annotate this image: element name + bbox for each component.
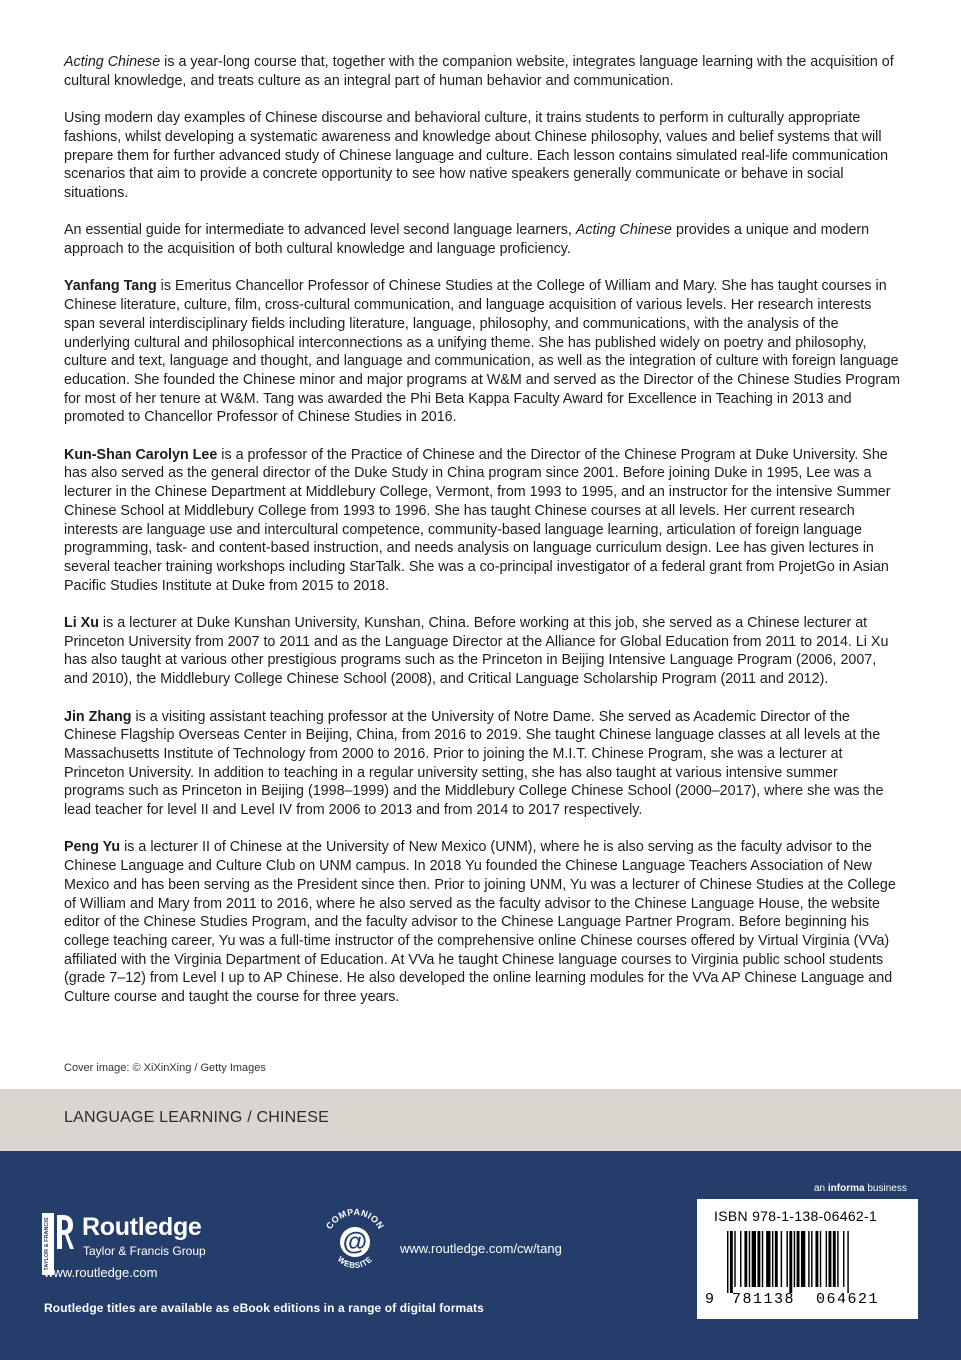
isbn-digit-first: 9 [705, 1291, 715, 1308]
barcode-bar [837, 1231, 838, 1287]
back-cover-text [64, 53, 900, 1025]
barcode-bar [811, 1231, 812, 1287]
logo-vertical-text: TAYLOR & FRANCIS [44, 1217, 50, 1271]
barcode-bar [808, 1231, 809, 1287]
author-bio-zhang: Jin Zhang is a visiting assistant teaching professor at the University of Notre Dame. She served as Academic Director of the Chinese Flagship Overseas Center in Beijing, China, from 2016 to 2019. She taught Chinese language classes at all levels at the Massachusetts Institute of Technology from 2000 to 2016. Prior to joining the M.I.T. Chinese Program, she was a lecturer at Princeton University. In addition to teaching in a regular university setting, she has also taught at various intensive summer programs such as Princeton in Beijing (1998–1999) and the Middlebury College Chinese School (2000–2017), where she was the lead teacher for level II and Level IV from 2006 to 2013 and from 2014 to 2017 respectively. [64, 708, 884, 819]
ebook-availability-note: Routledge titles are available as eBook editions in a range of digital formats [44, 1301, 484, 1315]
barcode-bar [820, 1231, 821, 1287]
author-bio-yu: Peng Yu is a lecturer II of Chinese at the University of New Mexico (UNM), where he is also serving as the faculty advisor to the Chinese Language and Culture Club on UNM campus. In 2018 Yu founded the Chinese Language Teachers Association of New Mexico and has been serving as the President since then. Prior to joining UNM, Yu was a lecturer of Chinese Studies at the College of William and Mary from 2011 to 2016, where he also served as the faculty advisor to the Chinese Language House, the website editor of the Chinese Studies Program, and the faculty advisor to the Chinese Language Partner Program. Before beginning his college teaching career, Yu was a full-time instructor of the comprehensive online Chinese courses offered by Virtual Virginia (VVa) affiliated with the Virginia Department of Education. At VVa he taught Chinese language courses to Virginia public school students (grade 7–12) from Level I up to AP Chinese. He also developed the online learning modules for the VVa AP Chinese Language and Culture course and taught the course for three years. [64, 839, 896, 1006]
publisher-group: Taylor & Francis Group [83, 1244, 206, 1258]
barcode-icon [727, 1231, 907, 1293]
author-name: Peng Yu [64, 839, 121, 856]
author-bio-lee: Kun-Shan Carolyn Lee is a professor of the Practice of Chinese and the Director of the Chinese Program at Duke University. She has also served as the general director of the Duke Study in China program since 2001. Before joining Duke in 1995, Lee was a lecturer in the Chinese Department at Middlebury College, Vermont, from 1993 to 1995, and an instructor for the intensive Summer Chinese School at Middlebury College from 1993 to 1996. She has taught Chinese courses at all levels. Her current research interests are language use and intercultural competence, community-based language learning, articulation of foreign language programming, task- and content-based instruction, and needs analysis on language curriculum design. Lee has given lectures in several teacher training workshops including StarTalk. She was a co-principal investigator of a federal grant from ProjetGo in Asian Pacific Studies Institute at Duke from 2015 to 2018. [64, 446, 891, 594]
informa-business-tag: an informa business [814, 1183, 907, 1194]
barcode-bar [794, 1231, 795, 1287]
publisher-name: Routledge [82, 1213, 202, 1241]
companion-word-bottom: WEBSITE [335, 1254, 375, 1271]
barcode-bar [786, 1231, 787, 1287]
isbn-barcode-box [697, 1199, 918, 1319]
barcode-bar [772, 1231, 773, 1287]
book-title: Acting Chinese [575, 222, 673, 239]
barcode-bar [833, 1231, 836, 1287]
barcode-bar [826, 1231, 827, 1287]
companion-website-badge-icon [318, 1205, 392, 1284]
svg-text:@: @ [342, 1228, 368, 1256]
companion-word-top: COMPANION [323, 1206, 387, 1232]
barcode-bar [829, 1231, 832, 1287]
barcode-bar [797, 1231, 800, 1287]
barcode-bar [744, 1231, 747, 1287]
cover-image-credit: Cover image: © XiXinXing / Getty Images [64, 1062, 266, 1074]
author-bio-xu: Li Xu is a lecturer at Duke Kunshan University, Kunshan, China. Before working at this job, she served as a Chinese lecturer at Princeton University from 2007 to 2011 and as the Language Director at the Alliance for Global Education from 2011 to 2014. Li Xu has also taught at various other prestigious programs such as the Princeton in Beijing Intensive Language Program (2006, 2007, and 2010), the Middlebury College Chinese School (2008), and Critical Language Scholarship Program (2011 and 2012). [64, 615, 889, 688]
barcode-bar [775, 1231, 778, 1287]
barcode-bar [781, 1231, 782, 1287]
barcode-bar [727, 1231, 728, 1293]
author-name: Li Xu [64, 615, 99, 632]
footer-panel [0, 1151, 961, 1360]
subject-band [0, 1089, 961, 1151]
isbn-digits-left: 781138 [732, 1291, 796, 1308]
author-bio-tang: Yanfang Tang is Emeritus Chancellor Professor of Chinese Studies at the College of William and Mary. She has taught courses in Chinese literature, culture, film, cross-cultural communication, and language acquisition of various levels. Her research interests span several interdisciplinary fields including literature, language, philosophy, and communications, with the analysis of the underlying cultural and philosophical interconnections as a unifying theme. She has published widely on poetry and philosophy, culture and text, language and thought, and language and communication, as well as the integration of culture with foreign language education. She founded the Chinese minor and major programs at W&M and served as the Director of the Chinese Studies Program for most of her tenure at W&M. Tang was awarded the Phi Beta Kappa Faculty Award for Excellence in Teaching in 2013 and promoted to Chancellor Professor of Chinese Studies in 2016. [64, 278, 901, 426]
barcode-bar [762, 1231, 763, 1287]
companion-website-link[interactable]: www.routledge.com/cw/tang [400, 1241, 562, 1256]
isbn-digits-right: 064621 [816, 1291, 880, 1308]
barcode-bar [766, 1231, 770, 1287]
isbn-label: ISBN 978-1-138-06462-1 [714, 1208, 878, 1224]
intro-paragraph-3: An essential guide for intermediate to advanced level second language learners, Acting Chinese provides a unique and modern approach to the acquisition of both cultural knowledge and language proficiency. [64, 222, 870, 257]
barcode-bar [843, 1231, 844, 1287]
barcode-bar [847, 1231, 848, 1293]
intro-paragraph-1: Acting Chinese is a year-long course that, together with the companion website, integrates language learning with the acquisition of cultural knowledge, and treats culture as an integral part of human behavior and communication. [64, 54, 894, 89]
book-title: Acting Chinese [64, 54, 161, 70]
intro-paragraph-2: Using modern day examples of Chinese discourse and behavioral culture, it trains students to perform in culturally appropriate fashions, whilst developing a systematic awareness and knowledge about Chinese philosophy, values and belief systems that will prepare them for further advanced study of Chinese language and culture. Each lesson contains simulated real-life communication scenarios that aim to provide a concrete opportunity to see how native speakers generally communicate or behave in social situations. [64, 110, 889, 201]
barcode-bar [789, 1231, 792, 1293]
barcode-bar [757, 1231, 760, 1287]
author-name: Yanfang Tang [64, 278, 157, 295]
barcode-bar [801, 1231, 805, 1287]
barcode-bar [815, 1231, 818, 1287]
barcode-bar [734, 1231, 735, 1287]
barcode-bar [749, 1231, 750, 1287]
subject-label: LANGUAGE LEARNING / CHINESE [64, 1109, 330, 1126]
barcode-bar [752, 1231, 756, 1287]
author-name: Kun-Shan Carolyn Lee [64, 446, 218, 463]
publisher-website-link[interactable]: www.routledge.com [44, 1265, 158, 1280]
barcode-bar [740, 1231, 741, 1287]
author-name: Jin Zhang [64, 708, 132, 725]
barcode-bar [730, 1231, 733, 1293]
